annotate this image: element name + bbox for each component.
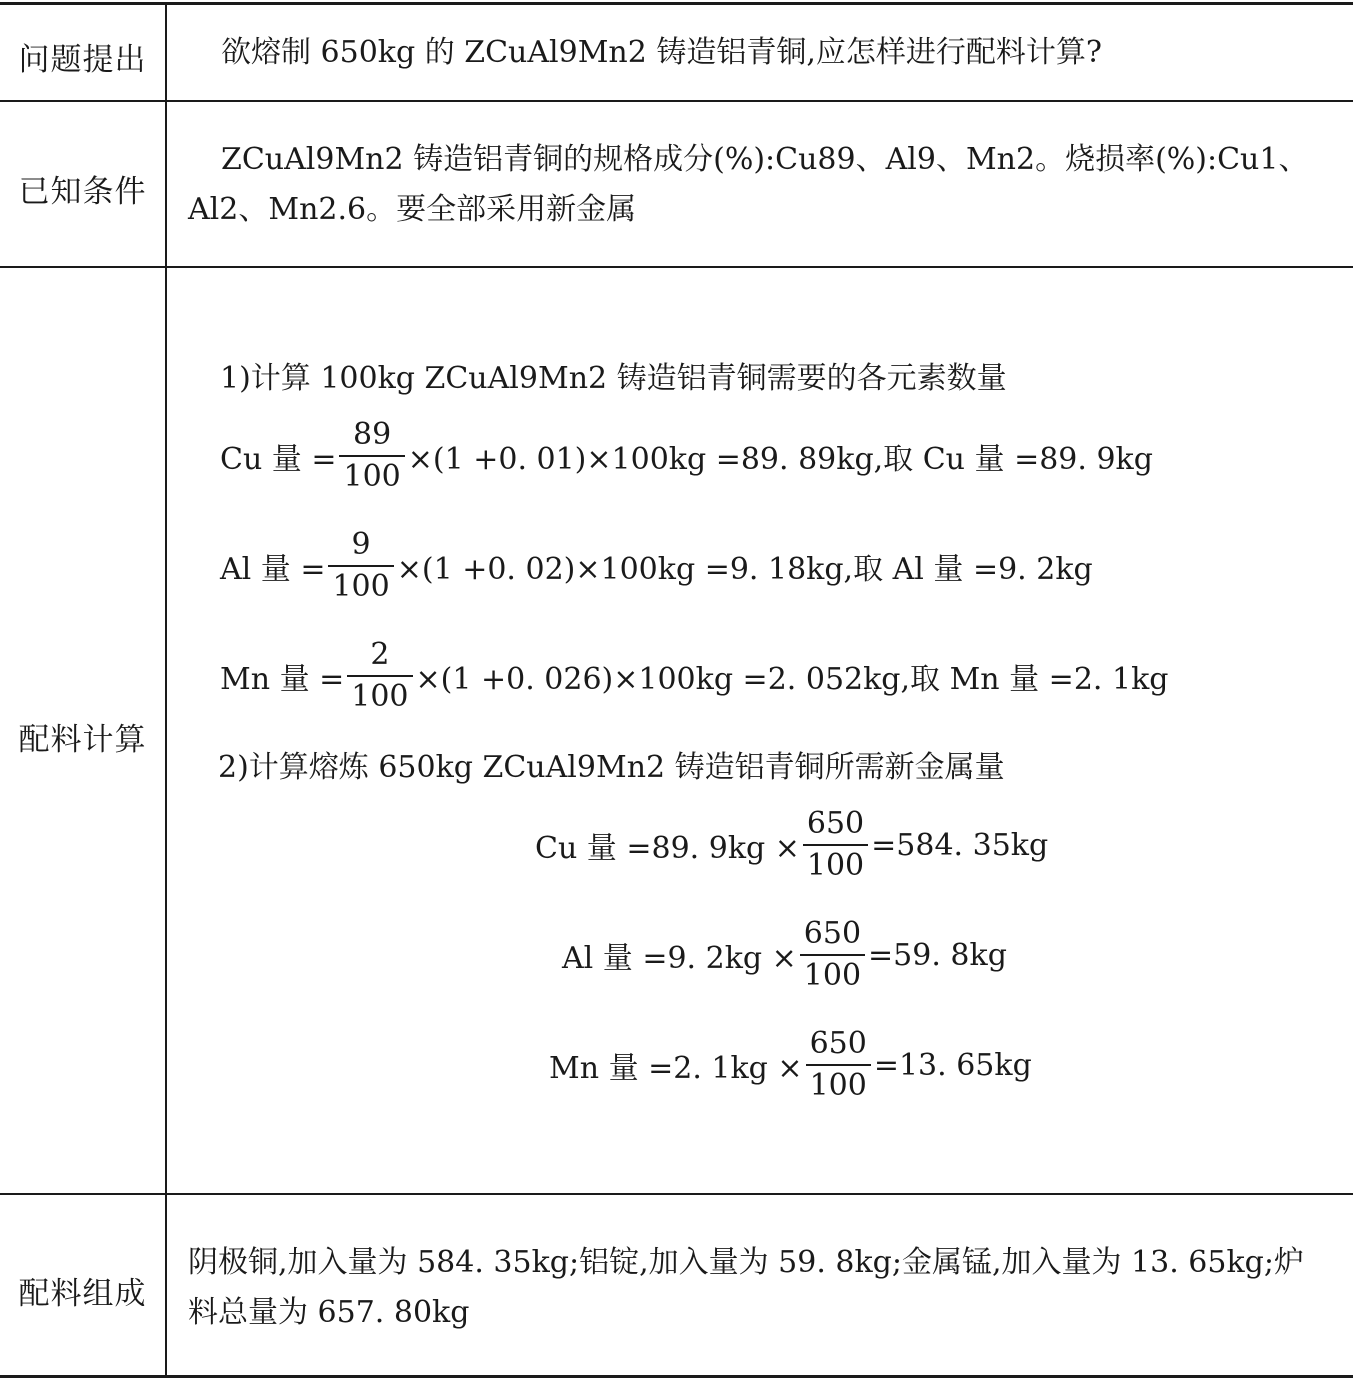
eq6-numerator: 650 bbox=[809, 1026, 867, 1061]
eq3-rhs: ×(1 +0. 026)×100kg =2. 052kg,取 Mn 量 =2. 1kg bbox=[415, 662, 1169, 697]
eq3-numerator: 2 bbox=[370, 637, 390, 672]
header-composition: 配料组成 bbox=[18, 1276, 147, 1312]
row-divider bbox=[0, 100, 1353, 102]
equation-cu-650kg bbox=[535, 804, 1048, 886]
eq6-fraction bbox=[806, 1024, 871, 1106]
eq6-rhs: =13. 65kg bbox=[873, 1047, 1032, 1083]
header-calc: 配料计算 bbox=[18, 722, 147, 758]
eq5-lhs: Al 量 =9. 2kg × bbox=[562, 941, 797, 976]
eq1-rhs: ×(1 +0. 01)×100kg =89. 89kg,取 Cu 量 =89. 9kg bbox=[407, 442, 1153, 477]
equation-cu-100kg bbox=[220, 415, 1153, 497]
row-divider bbox=[0, 266, 1353, 268]
column-divider bbox=[165, 2, 167, 1378]
eq5-fraction bbox=[800, 914, 865, 996]
table-bottom-rule bbox=[0, 1375, 1353, 1378]
header-problem: 问题提出 bbox=[18, 42, 147, 78]
eq3-denominator: 100 bbox=[347, 675, 412, 717]
eq4-denominator: 100 bbox=[803, 844, 868, 886]
table-top-rule bbox=[0, 2, 1353, 5]
eq4-numerator: 650 bbox=[806, 806, 865, 841]
calc-step2: 2)计算熔炼 650kg ZCuAl9Mn2 铸造铝青铜所需新金属量 bbox=[218, 750, 1005, 785]
equation-mn-100kg bbox=[220, 635, 1168, 717]
eq1-lhs: Cu 量 = bbox=[220, 442, 337, 477]
eq1-fraction bbox=[339, 415, 404, 497]
eq1-denominator: 100 bbox=[339, 455, 404, 497]
eq3-fraction bbox=[347, 635, 412, 717]
equation-al-650kg bbox=[562, 914, 1007, 996]
eq6-lhs: Mn 量 =2. 1kg × bbox=[549, 1051, 803, 1086]
eq4-fraction bbox=[803, 804, 868, 886]
eq2-denominator: 100 bbox=[328, 565, 393, 607]
eq2-lhs: Al 量 = bbox=[220, 552, 326, 587]
header-known: 已知条件 bbox=[18, 174, 147, 210]
equation-al-100kg bbox=[220, 525, 1093, 607]
known-text: ZCuAl9Mn2 铸造铝青铜的规格成分(%):Cu89、Al9、Mn2。烧损率(%):Cu1、Al2、Mn2.6。要全部采用新金属 bbox=[188, 142, 1309, 227]
eq2-fraction bbox=[328, 525, 393, 607]
eq2-numerator: 9 bbox=[351, 527, 371, 562]
eq2-rhs: ×(1 +0. 02)×100kg =9. 18kg,取 Al 量 =9. 2kg bbox=[396, 552, 1093, 587]
eq3-lhs: Mn 量 = bbox=[220, 662, 345, 697]
problem-text: 欲熔制 650kg 的 ZCuAl9Mn2 铸造铝青铜,应怎样进行配料计算? bbox=[221, 35, 1103, 70]
eq1-numerator: 89 bbox=[353, 417, 392, 452]
eq6-denominator: 100 bbox=[806, 1064, 871, 1106]
equation-mn-650kg bbox=[549, 1024, 1032, 1106]
calc-step1: 1)计算 100kg ZCuAl9Mn2 铸造铝青铜需要的各元素数量 bbox=[220, 361, 1007, 396]
composition-text: 阴极铜,加入量为 584. 35kg;铝锭,加入量为 59. 8kg;金属锰,加入量为 13. 65kg;炉料总量为 657. 80kg bbox=[188, 1245, 1304, 1330]
eq5-numerator: 650 bbox=[803, 916, 862, 951]
eq5-denominator: 100 bbox=[800, 954, 865, 996]
eq4-rhs: =584. 35kg bbox=[871, 827, 1049, 863]
eq5-rhs: =59. 8kg bbox=[868, 937, 1007, 973]
row-divider bbox=[0, 1193, 1353, 1195]
eq4-lhs: Cu 量 =89. 9kg × bbox=[535, 831, 800, 866]
